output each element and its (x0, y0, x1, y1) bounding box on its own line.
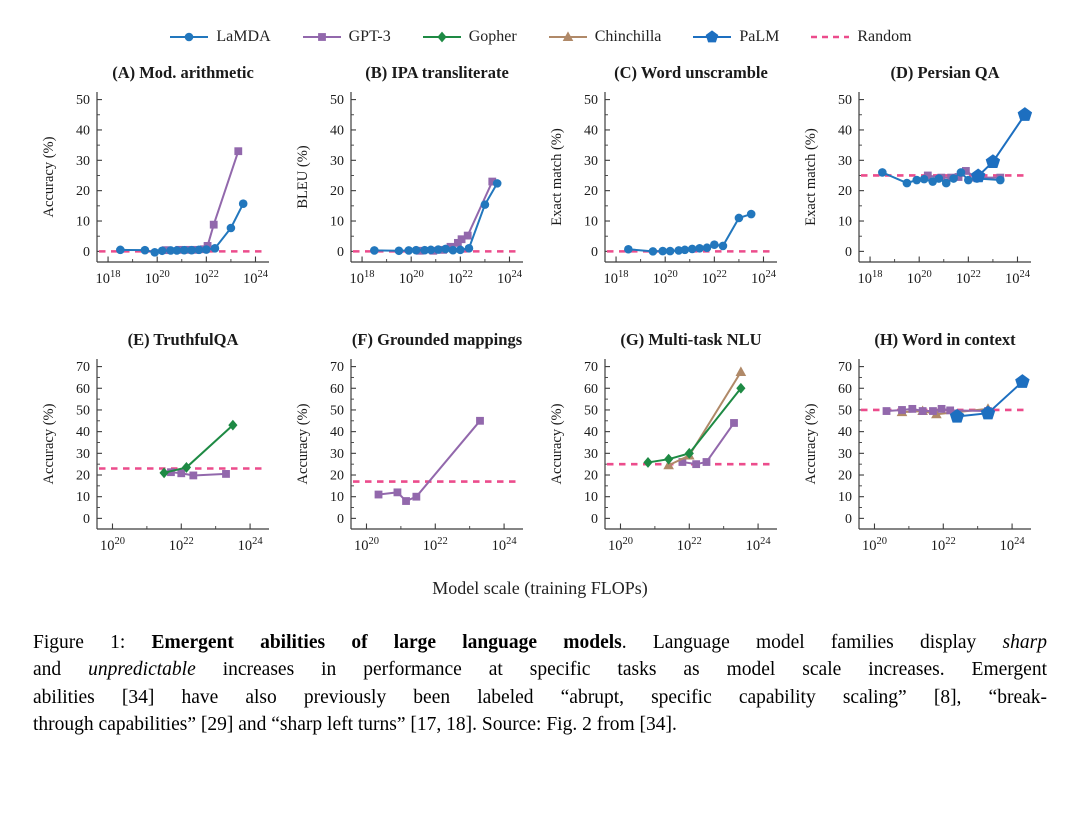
chart-title: (E) TruthfulQA (127, 330, 239, 349)
series-chinchilla (663, 366, 746, 469)
y-axis-label: Accuracy (%) (295, 403, 311, 485)
legend-label: Random (857, 28, 912, 45)
svg-text:70: 70 (76, 360, 90, 376)
svg-text:30: 30 (584, 153, 598, 169)
caption-segment: abilities [34] have also previously been labeled “abrupt, specific capability scaling” [8], “break- (33, 686, 1047, 708)
svg-text:1020: $10^{20}$ (906, 269, 932, 287)
legend-square-icon (301, 29, 343, 45)
legend-item-gpt-3 (301, 28, 391, 46)
svg-text:1022: $10^{22}$ (422, 536, 448, 554)
svg-text:1024: $10^{24}$ (1004, 269, 1030, 287)
legend-item-random (809, 28, 911, 46)
chart-title: (C) Word unscramble (614, 63, 768, 82)
svg-text:50: 50 (838, 93, 852, 109)
svg-text:50: 50 (838, 403, 852, 419)
svg-text:50: 50 (330, 93, 344, 109)
svg-text:0: 0 (845, 511, 852, 527)
svg-text:1024: $10^{24}$ (491, 536, 517, 554)
svg-text:1020: $10^{20}$ (398, 269, 424, 287)
x-axis-label: Model scale (training FLOPs) (432, 578, 648, 598)
svg-text:1020: $10^{20}$ (652, 269, 678, 287)
svg-text:40: 40 (330, 425, 344, 441)
legend-dash-sample (809, 29, 851, 45)
chart-panel-B (293, 62, 533, 307)
caption-line-4 (33, 711, 1047, 738)
svg-text:0: 0 (591, 511, 598, 527)
svg-text:1022: $10^{22}$ (447, 269, 473, 287)
svg-text:1018: $10^{18}$ (349, 269, 375, 287)
svg-text:30: 30 (76, 153, 90, 169)
caption-segment: increases in performance at specific tasks as model scale increases. Emergent (195, 659, 1048, 681)
svg-text:10: 10 (838, 490, 852, 506)
series-palm (950, 374, 1030, 422)
svg-text:10: 10 (76, 490, 90, 506)
svg-text:70: 70 (330, 360, 344, 376)
chart-panel-H (801, 329, 1041, 574)
svg-text:1024: $10^{24}$ (496, 269, 522, 287)
svg-text:1022: $10^{22}$ (168, 536, 194, 554)
svg-text:40: 40 (838, 123, 852, 139)
chart-panel-E (39, 329, 279, 574)
svg-text:0: 0 (83, 244, 90, 260)
y-axis-label: Accuracy (%) (803, 403, 819, 485)
svg-text:40: 40 (584, 123, 598, 139)
svg-text:50: 50 (76, 403, 90, 419)
caption-segment: through capabilities” [29] and “sharp left turns” [17, 18]. Source: Fig. 2 from [34]. (33, 713, 677, 735)
svg-text:1024: $10^{24}$ (750, 269, 776, 287)
legend-label: Gopher (468, 28, 517, 45)
legend-item-chinchilla (547, 28, 662, 46)
legend-label: PaLM (739, 28, 780, 45)
series-gpt-3 (162, 147, 242, 254)
svg-text:1018: $10^{18}$ (857, 269, 883, 287)
svg-text:1022: $10^{22}$ (676, 536, 702, 554)
chart-panel-F (293, 329, 533, 574)
svg-text:50: 50 (330, 403, 344, 419)
svg-text:20: 20 (838, 184, 852, 200)
charts-grid (39, 62, 1041, 574)
svg-text:20: 20 (330, 184, 344, 200)
svg-text:10: 10 (584, 490, 598, 506)
svg-text:20: 20 (76, 184, 90, 200)
chart-panel-C (547, 62, 787, 307)
chart-panel-G (547, 329, 787, 574)
chart-panel-D (801, 62, 1041, 307)
svg-text:20: 20 (838, 468, 852, 484)
chart-panel-A (39, 62, 279, 307)
chart-title: (D) Persian QA (890, 63, 1000, 82)
legend-label: GPT-3 (348, 28, 391, 45)
series-gpt-3 (375, 417, 484, 505)
legend-pentagon-icon (691, 29, 733, 45)
svg-text:30: 30 (330, 446, 344, 462)
svg-text:10: 10 (330, 490, 344, 506)
caption-segment: sharp (1002, 632, 1047, 653)
y-axis-label: Accuracy (%) (41, 403, 57, 485)
chart-title: (H) Word in context (874, 330, 1016, 349)
legend-label: Chinchilla (594, 28, 662, 45)
svg-text:1022: $10^{22}$ (193, 269, 219, 287)
svg-text:20: 20 (330, 468, 344, 484)
svg-text:40: 40 (838, 425, 852, 441)
svg-text:10: 10 (330, 214, 344, 230)
svg-text:1020: $10^{20}$ (861, 536, 887, 554)
svg-text:50: 50 (584, 93, 598, 109)
y-axis-label: Exact match (%) (549, 128, 565, 226)
legend-item-lamda (168, 28, 270, 46)
legend-diamond-icon (421, 29, 463, 45)
svg-text:60: 60 (76, 381, 90, 397)
svg-text:1018: $10^{18}$ (603, 269, 629, 287)
svg-text:40: 40 (76, 425, 90, 441)
chart-title: (A) Mod. arithmetic (112, 63, 254, 82)
caption-segment: Emergent abilities of large language models (151, 632, 622, 653)
caption-line-2 (33, 656, 1047, 683)
chart-legend (0, 24, 1080, 50)
svg-text:1022: $10^{22}$ (955, 269, 981, 287)
caption-segment: and (33, 659, 89, 681)
series-palm (971, 107, 1032, 182)
svg-text:50: 50 (76, 93, 90, 109)
svg-text:1018: $10^{18}$ (95, 269, 121, 287)
svg-text:30: 30 (584, 446, 598, 462)
series-gpt-3 (416, 178, 496, 255)
legend-circle-icon (168, 29, 210, 45)
svg-text:20: 20 (76, 468, 90, 484)
caption-line-1 (33, 629, 1047, 656)
svg-text:1020: $10^{20}$ (607, 536, 633, 554)
chart-title: (B) IPA transliterate (365, 63, 509, 82)
caption-segment: . Language model families display (621, 632, 1003, 653)
y-axis-label: Exact match (%) (803, 128, 819, 226)
svg-text:1024: $10^{24}$ (242, 269, 268, 287)
svg-text:10: 10 (838, 214, 852, 230)
svg-text:40: 40 (584, 425, 598, 441)
svg-text:1024: $10^{24}$ (745, 536, 771, 554)
caption-segment: Figure 1: (33, 632, 152, 653)
legend-label: LaMDA (216, 28, 271, 45)
chart-title: (G) Multi-task NLU (620, 330, 762, 349)
y-axis-label: Accuracy (%) (41, 136, 57, 218)
svg-text:30: 30 (838, 446, 852, 462)
svg-text:1020: $10^{20}$ (99, 536, 125, 554)
caption-segment: unpredictable (88, 659, 196, 681)
svg-text:20: 20 (584, 184, 598, 200)
svg-text:70: 70 (584, 360, 598, 376)
svg-text:40: 40 (76, 123, 90, 139)
series-lamda (370, 179, 501, 255)
legend-item-gopher (421, 28, 517, 46)
svg-text:70: 70 (838, 360, 852, 376)
svg-text:0: 0 (337, 244, 344, 260)
svg-text:1022: $10^{22}$ (930, 536, 956, 554)
svg-text:1022: $10^{22}$ (701, 269, 727, 287)
y-axis-label: Accuracy (%) (549, 403, 565, 485)
svg-text:50: 50 (584, 403, 598, 419)
svg-text:0: 0 (845, 244, 852, 260)
svg-text:60: 60 (838, 381, 852, 397)
series-lamda (624, 210, 755, 256)
svg-text:60: 60 (584, 381, 598, 397)
caption-line-3 (33, 684, 1047, 711)
svg-text:1020: $10^{20}$ (353, 536, 379, 554)
svg-text:0: 0 (591, 244, 598, 260)
svg-text:30: 30 (330, 153, 344, 169)
legend-item-palm (691, 28, 779, 46)
svg-text:30: 30 (838, 153, 852, 169)
svg-text:10: 10 (584, 214, 598, 230)
svg-text:30: 30 (76, 446, 90, 462)
svg-text:1024: $10^{24}$ (237, 536, 263, 554)
figure-caption (33, 629, 1047, 738)
svg-text:40: 40 (330, 123, 344, 139)
chart-title: (F) Grounded mappings (351, 330, 523, 349)
svg-text:20: 20 (584, 468, 598, 484)
svg-text:10: 10 (76, 214, 90, 230)
legend-triangle-icon (547, 29, 589, 45)
y-axis-label: BLEU (%) (295, 145, 311, 209)
svg-text:0: 0 (337, 511, 344, 527)
svg-text:1020: $10^{20}$ (144, 269, 170, 287)
svg-text:0: 0 (83, 511, 90, 527)
svg-text:60: 60 (330, 381, 344, 397)
svg-text:1024: $10^{24}$ (999, 536, 1025, 554)
series-lamda (116, 199, 247, 256)
